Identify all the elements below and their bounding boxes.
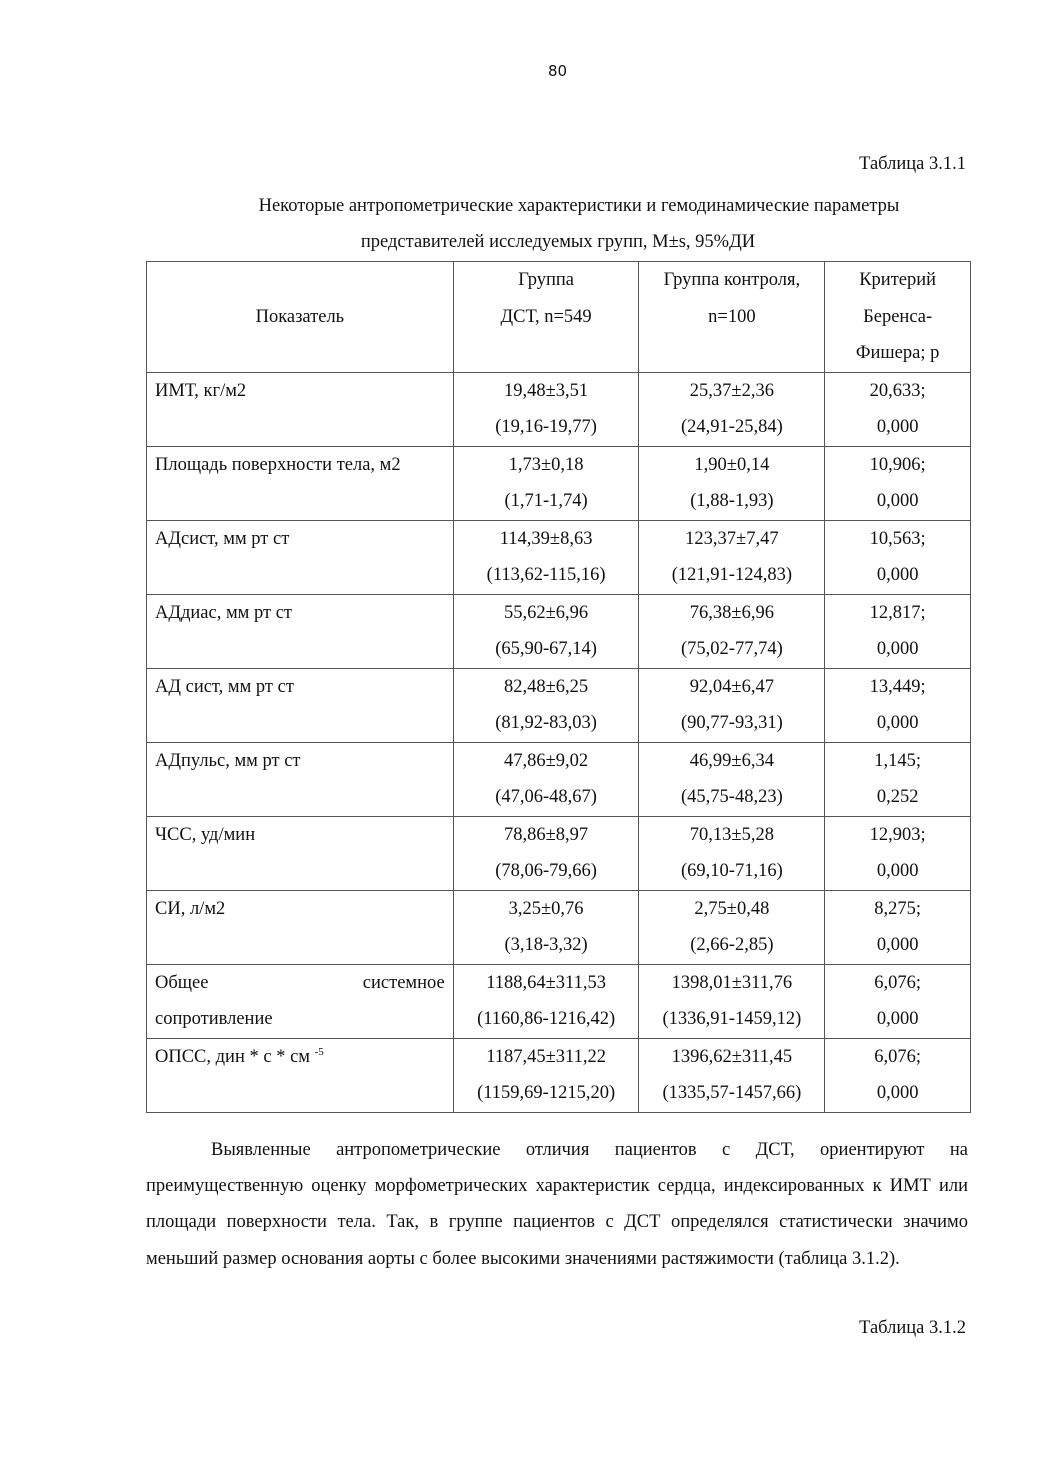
table-row	[147, 594, 971, 668]
row-control-value: 2,75±0,48 (2,66-2,85)	[639, 890, 825, 964]
header-dst-group: Группа ДСТ, n=549	[453, 262, 639, 373]
row-control-value: 1398,01±311,76 (1336,91-1459,12)	[639, 964, 825, 1038]
row-parameter-name: Площадь поверхности тела, м2	[147, 446, 454, 520]
row-criterion-value: 10,906; 0,000	[825, 446, 971, 520]
row-control-value: 46,99±6,34 (45,75-48,23)	[639, 742, 825, 816]
table-caption-line: представителей исследуемых групп, M±s, 95%ДИ	[360, 232, 756, 252]
paragraph-text: Выявленные антропометрические отличия пациентов с ДСТ, ориентируют на преимущественную оценку морфометрических характеристик сердца, индексированных к ИМТ или площади поверхности тела. Так, в группе пациентов с ДСТ определялся статистически значимо меньший размер основания аорты с более высокими значениями растяжимости (таблица 3.1.2).	[146, 1140, 968, 1269]
header-control-group: Группа контроля, n=100	[639, 262, 825, 373]
table-row	[147, 1038, 971, 1112]
body-paragraph	[146, 1132, 968, 1277]
row-dst-value: 3,25±0,76 (3,18-3,32)	[453, 890, 639, 964]
row-criterion-value: 12,817; 0,000	[825, 594, 971, 668]
row-criterion-value: 10,563; 0,000	[825, 520, 971, 594]
row-dst-value: 1,73±0,18 (1,71-1,74)	[453, 446, 639, 520]
page-number: 80	[547, 62, 568, 80]
row-dst-value: 19,48±3,51 (19,16-19,77)	[453, 372, 639, 446]
row-parameter-name: АДдиас, мм рт ст	[147, 594, 454, 668]
row-control-value: 92,04±6,47 (90,77-93,31)	[639, 668, 825, 742]
row-criterion-value: 6,076; 0,000	[825, 1038, 971, 1112]
data-table	[146, 261, 971, 1113]
row-criterion-value: 12,903; 0,000	[825, 816, 971, 890]
row-parameter-name: АДпульс, мм рт ст	[147, 742, 454, 816]
row-dst-value: 55,62±6,96 (65,90-67,14)	[453, 594, 639, 668]
table-caption-line: Некоторые антропометрические характеристики и гемодинамические параметры	[258, 196, 900, 216]
row-criterion-value: 20,633; 0,000	[825, 372, 971, 446]
row-dst-value: 114,39±8,63 (113,62-115,16)	[453, 520, 639, 594]
row-dst-value: 47,86±9,02 (47,06-48,67)	[453, 742, 639, 816]
row-criterion-value: 8,275; 0,000	[825, 890, 971, 964]
row-control-value: 76,38±6,96 (75,02-77,74)	[639, 594, 825, 668]
row-parameter-name: СИ, л/м2	[147, 890, 454, 964]
table-row	[147, 446, 971, 520]
row-control-value: 1,90±0,14 (1,88-1,93)	[639, 446, 825, 520]
row-dst-value: 1187,45±311,22 (1159,69-1215,20)	[453, 1038, 639, 1112]
row-parameter-name: ОПСС, дин * с * см $^{-5}$	[147, 1038, 454, 1112]
row-criterion-value: 13,449; 0,000	[825, 668, 971, 742]
table-header-row	[147, 262, 971, 373]
row-control-value: 25,37±2,36 (24,91-25,84)	[639, 372, 825, 446]
table-row	[147, 668, 971, 742]
row-control-value: 70,13±5,28 (69,10-71,16)	[639, 816, 825, 890]
table-label: Таблица 3.1.1	[859, 154, 966, 174]
table-row	[147, 964, 971, 1038]
row-dst-value: 78,86±8,97 (78,06-79,66)	[453, 816, 639, 890]
table-row	[147, 816, 971, 890]
row-control-value: 1396,62±311,45 (1335,57-1457,66)	[639, 1038, 825, 1112]
row-criterion-value: 1,145; 0,252	[825, 742, 971, 816]
table-row	[147, 890, 971, 964]
row-dst-value: 82,48±6,25 (81,92-83,03)	[453, 668, 639, 742]
table-row	[147, 372, 971, 446]
row-control-value: 123,37±7,47 (121,91-124,83)	[639, 520, 825, 594]
next-table-label: Таблица 3.1.2	[859, 1318, 966, 1338]
row-parameter-name: ИМТ, кг/м2	[147, 372, 454, 446]
table-row	[147, 742, 971, 816]
table-caption	[146, 188, 970, 260]
row-parameter-name: Общее системное сопротивление	[147, 964, 454, 1038]
row-criterion-value: 6,076; 0,000	[825, 964, 971, 1038]
row-parameter-name: АДсист, мм рт ст	[147, 520, 454, 594]
row-parameter-name: ЧСС, уд/мин	[147, 816, 454, 890]
header-criterion: Критерий Беренса- Фишера; p	[825, 262, 971, 373]
table-row	[147, 520, 971, 594]
row-parameter-name: АД сист, мм рт ст	[147, 668, 454, 742]
header-parameter: Показатель	[147, 262, 454, 373]
row-dst-value: 1188,64±311,53 (1160,86-1216,42)	[453, 964, 639, 1038]
